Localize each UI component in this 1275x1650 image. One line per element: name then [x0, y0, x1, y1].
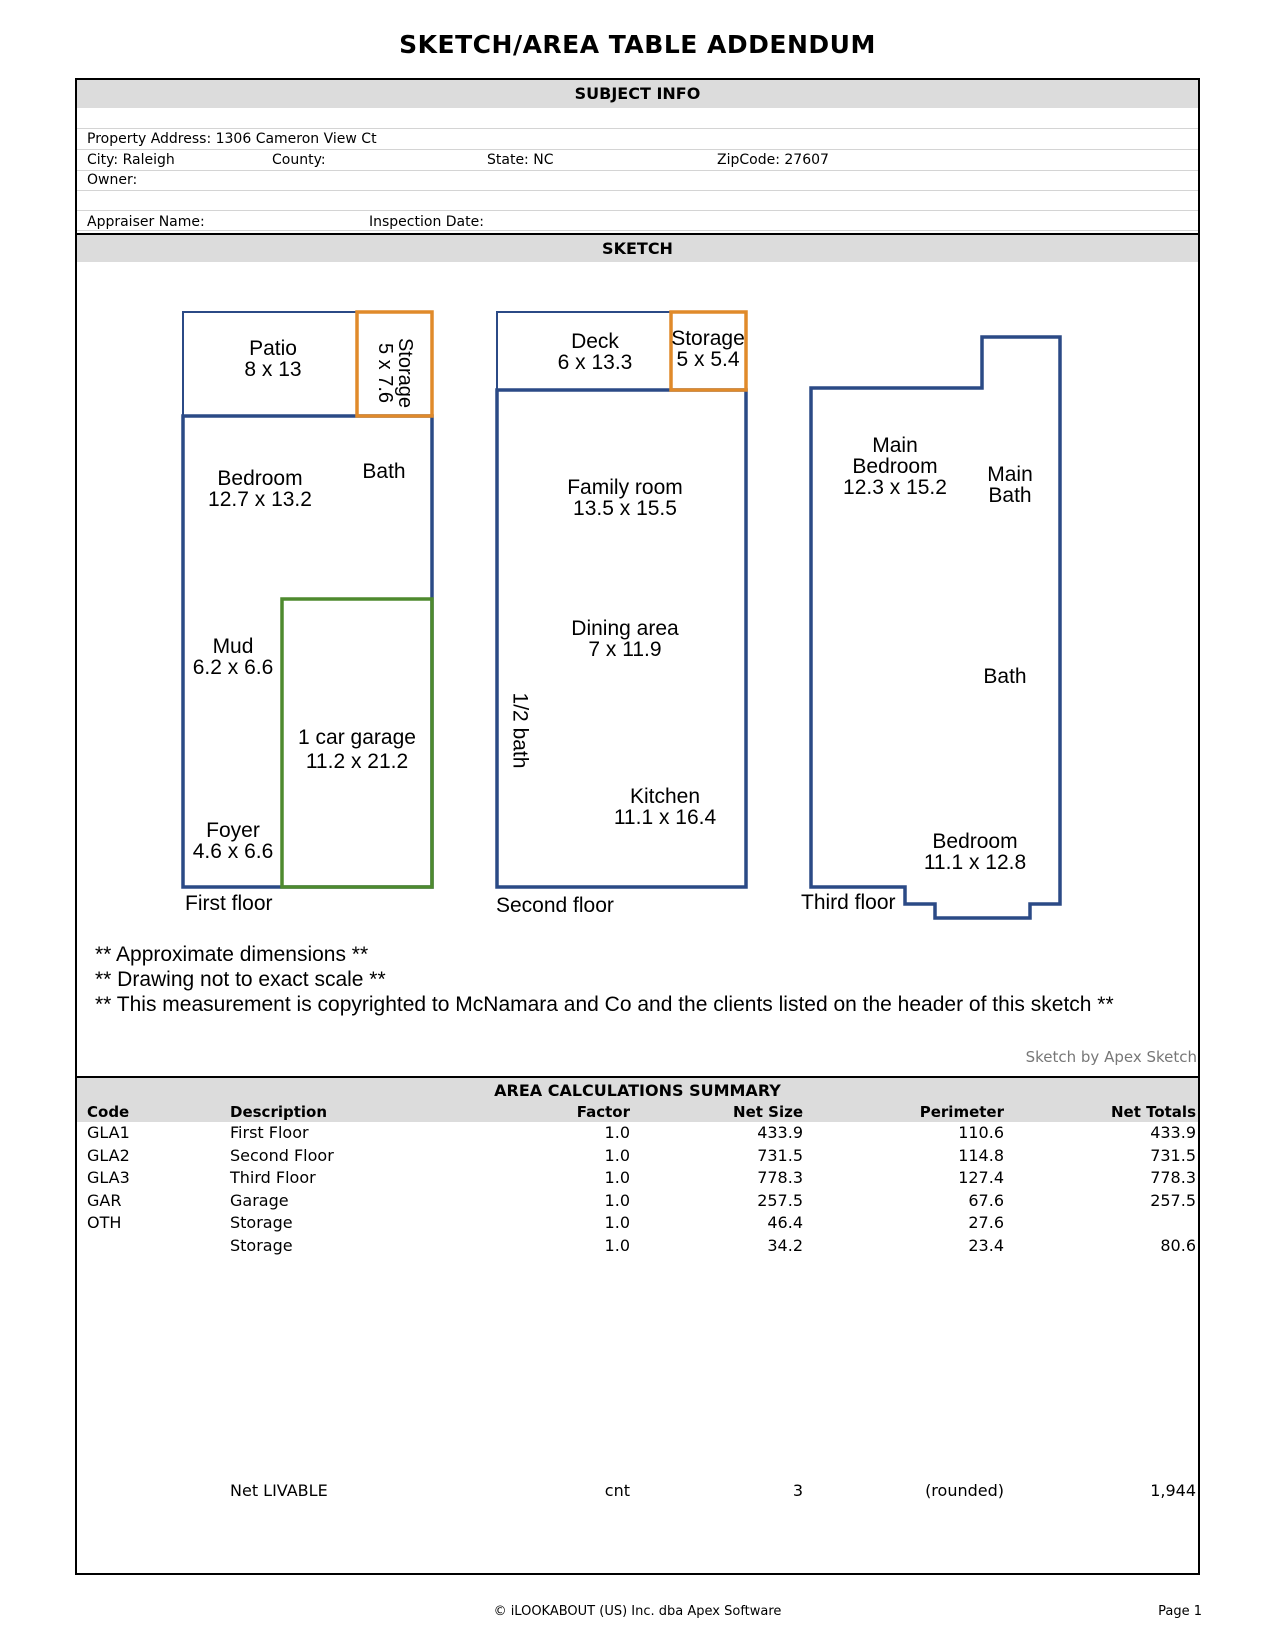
table-cell-desc: Garage — [230, 1190, 289, 1210]
table-cell-perim: 67.6 — [968, 1190, 1004, 1210]
patio-label: Patio 8 x 13 — [244, 337, 302, 381]
table-cell-code: GAR — [87, 1190, 122, 1210]
subject-info-heading: SUBJECT INFO — [77, 80, 1198, 108]
table-cell-perim: 110.6 — [958, 1123, 1004, 1142]
appraiser-name: Appraiser Name: — [87, 214, 205, 230]
main-bedroom-label: Main Bedroom 12.3 x 15.2 — [843, 434, 947, 499]
table-cell-total: 257.5 — [1150, 1190, 1196, 1210]
inspection-date: Inspection Date: — [369, 214, 484, 230]
table-cell-factor: 1.0 — [604, 1123, 630, 1142]
half-bath-label: 1/2 bath — [508, 692, 532, 769]
state: State: NC — [487, 152, 554, 168]
table-cell-perim: 114.8 — [958, 1145, 1004, 1165]
note-line: ** Drawing not to exact scale ** — [95, 968, 386, 991]
table-cell-net: 34.2 — [767, 1235, 803, 1255]
third-floor-label: Third floor — [801, 891, 896, 914]
table-cell-code: GLA2 — [87, 1145, 130, 1165]
city: City: Raleigh — [87, 152, 175, 168]
table-cell-net: 778.3 — [757, 1168, 803, 1187]
divider — [77, 149, 1198, 150]
table-cell-factor: 1.0 — [604, 1235, 630, 1255]
second-storage-label: Storage 5 x 5.4 — [671, 327, 745, 371]
table-cell-desc: Storage — [230, 1235, 293, 1255]
table-cell-total: 731.5 — [1150, 1145, 1196, 1165]
col-description: Description — [230, 1103, 328, 1121]
table-cell-total: 778.3 — [1150, 1168, 1196, 1187]
table-cell-total: 80.6 — [1160, 1235, 1196, 1255]
third-bedroom-label: Bedroom 11.1 x 12.8 — [923, 830, 1027, 874]
table-cell-factor: 1.0 — [604, 1213, 630, 1232]
table-cell-desc: Second Floor — [230, 1145, 334, 1165]
table-cell-perim: 23.4 — [968, 1235, 1004, 1255]
table-cell-perim: 27.6 — [968, 1213, 1004, 1232]
bedroom-label: Bedroom 12.7 x 13.2 — [208, 467, 312, 511]
table-cell-total: 433.9 — [1150, 1123, 1196, 1142]
summary-desc: Net LIVABLE — [230, 1481, 328, 1500]
main-bath-label: Main Bath — [987, 463, 1033, 507]
table-cell-perim: 127.4 — [958, 1168, 1004, 1187]
summary-factor: cnt — [604, 1481, 630, 1500]
family-room-label: Family room 13.5 x 15.5 — [567, 476, 683, 520]
table-cell-factor: 1.0 — [604, 1168, 630, 1187]
divider — [77, 210, 1198, 211]
mud-label: Mud 6.2 x 6.6 — [192, 635, 274, 679]
summary-net: 3 — [792, 1481, 803, 1500]
first-floor-label: First floor — [185, 892, 273, 915]
bath-label: Bath — [362, 460, 406, 483]
summary-total: 1,944 — [1150, 1481, 1196, 1500]
dining-area-label: Dining area 7 x 11.9 — [571, 617, 679, 661]
area-calc-heading: AREA CALCULATIONS SUMMARY — [77, 1078, 1198, 1122]
summary-perimeter: (rounded) — [925, 1481, 1004, 1500]
sketch-heading: SKETCH — [77, 235, 1198, 262]
table-cell-net: 433.9 — [757, 1123, 803, 1142]
divider — [77, 230, 1198, 231]
second-floor-label: Second floor — [496, 894, 614, 917]
kitchen-label: Kitchen 11.1 x 16.4 — [613, 785, 717, 829]
note-line: ** This measurement is copyrighted to McNamara and Co and the clients listed on the header of this sketch ** — [95, 993, 1114, 1016]
table-cell-code: GLA1 — [87, 1123, 130, 1142]
table-cell-net: 257.5 — [757, 1190, 803, 1210]
garage-label: 1 car garage 11.2 x 21.2 — [298, 726, 416, 773]
footer-page: Page 1 — [1158, 1604, 1202, 1619]
note-line: ** Approximate dimensions ** — [95, 943, 369, 966]
zipcode: ZipCode: 27607 — [717, 152, 829, 168]
sketch-notes — [95, 942, 1114, 1017]
foyer-label: Foyer 4.6 x 6.6 — [192, 819, 274, 863]
table-cell-factor: 1.0 — [604, 1145, 630, 1165]
table-cell-code: GLA3 — [87, 1168, 130, 1187]
table-cell-desc: First Floor — [230, 1123, 309, 1142]
table-cell-desc: Storage — [230, 1213, 293, 1232]
footer-copyright: © iLOOKABOUT (US) Inc. dba Apex Software — [493, 1604, 782, 1619]
col-net-totals: Net Totals — [1110, 1103, 1196, 1121]
table-cell-code: OTH — [87, 1213, 122, 1232]
first-storage-label: Storage 5 x 7.6 — [374, 337, 416, 409]
county: County: — [272, 152, 326, 168]
divider — [77, 170, 1198, 171]
table-cell-desc: Third Floor — [230, 1168, 316, 1187]
col-factor: Factor — [576, 1103, 630, 1121]
sketch-credit: Sketch by Apex Sketch — [1025, 1048, 1197, 1066]
col-perimeter: Perimeter — [919, 1103, 1004, 1121]
third-bath-label: Bath — [983, 665, 1027, 688]
deck-label: Deck 6 x 13.3 — [557, 330, 633, 374]
owner: Owner: — [87, 172, 138, 188]
table-cell-factor: 1.0 — [604, 1190, 630, 1210]
table-cell-net: 731.5 — [757, 1145, 803, 1165]
col-net-size: Net Size — [733, 1103, 803, 1121]
table-cell-net: 46.4 — [767, 1213, 803, 1232]
divider — [77, 128, 1198, 129]
page-title: SKETCH/AREA TABLE ADDENDUM — [399, 30, 876, 59]
col-code: Code — [87, 1103, 130, 1121]
divider — [77, 190, 1198, 191]
property-address: Property Address: 1306 Cameron View Ct — [87, 131, 377, 147]
